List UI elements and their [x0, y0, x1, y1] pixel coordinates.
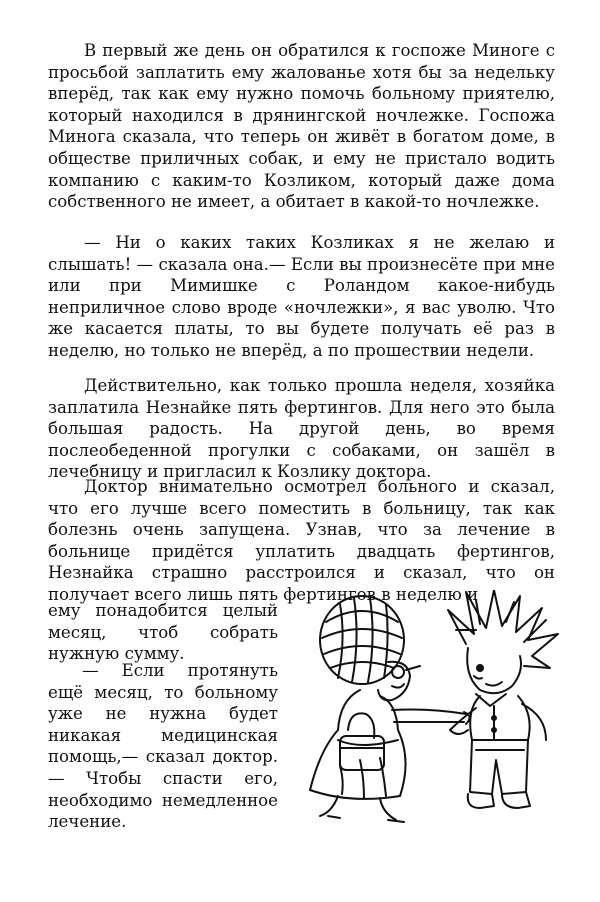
lady-figure: [310, 596, 470, 822]
boy-figure: [448, 590, 558, 808]
paragraph-2: — Ни о каких таких Козликах я не желаю и слышать! — сказала она.— Если вы произнесёте при мне или при Мимишке с Роландом какое-нибудь неприличное слово вроде «ночлежки», я вас уволю. Что же касается платы, то вы будете получать её раз в неделю, но только не вперёд, а по прошествии недели.: [48, 233, 555, 360]
paragraph-4-continued: ему понадобится целый месяц, чтоб собрать нужную сумму.: [48, 601, 278, 664]
paragraph-3: Действительно, как только прошла неделя, хозяйка заплатила Незнайке пять фертингов. Для него это была большая радость. На другой день, во время послеобеденной прогулки с собаками, он зашёл в лечебницу и пригласил к Козлику доктора.: [48, 376, 555, 482]
paragraph-1: В первый же день он обратился к госпоже Миноге с просьбой заплатить ему жалованье хотя бы за недельку вперёд, так как ему нужно помочь больному приятелю, который находился в дрянингской ночлежке. Госпожа Минога сказала, что теперь он живёт в богатом доме, в обществе приличных собак, и ему не пристало водить компанию с каким-то Козликом, который даже дома собственного не имеет, а обитает в какой-то ночлежке.: [48, 41, 555, 212]
ink-drawing: [280, 590, 590, 830]
paragraph-4: Доктор внимательно осмотрел больного и сказал, что его лучше всего поместить в больницу, так как болезнь очень запущена. Узнав, что за лечение в больнице придётся уплатить двадцать фертингов, Незнайка страшно расстроился и сказал, что он получает всего лишь пять фертингов в неделю и: [48, 477, 555, 604]
paragraph-5: — Если протянуть ещё месяц, то больному уже не нужна будет никакая медицинская помощь,— сказал доктор.— Чтобы спасти его, необходимо немедленное лечение.: [48, 661, 278, 832]
illustration-minoga-and-neznayka: [280, 590, 590, 830]
